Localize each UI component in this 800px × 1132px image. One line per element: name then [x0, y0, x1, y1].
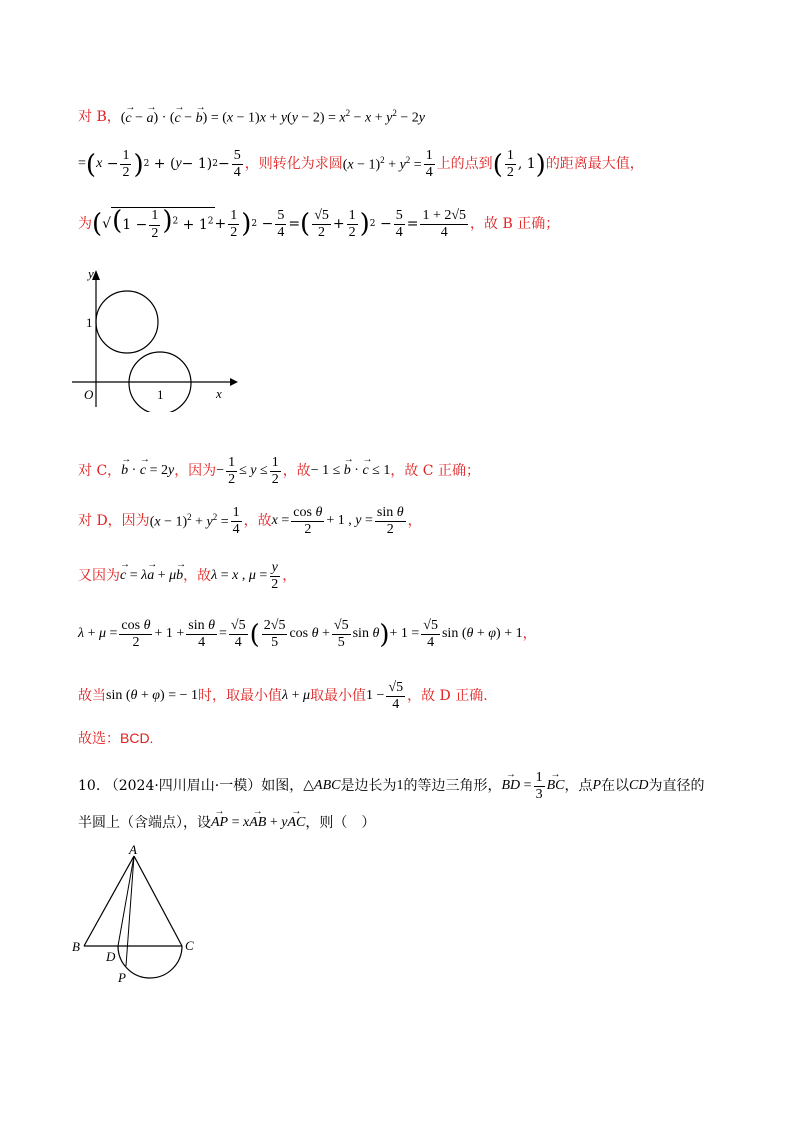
circles-figure [62, 262, 242, 412]
option-c-because: ，因为 [174, 463, 217, 480]
point-d-label: D [106, 949, 116, 964]
point-p-label: P [118, 970, 126, 985]
option-b-on-text: 上的点到 [436, 156, 493, 173]
y-axis-label: y [88, 266, 94, 281]
side-length: 1 [396, 778, 404, 794]
answer-line: 故选：BCD. [78, 730, 154, 746]
question-text-6: 为直径的 [648, 778, 705, 795]
option-d-also-because: 又因为 [78, 568, 120, 585]
question-text-1: 如图， [261, 778, 304, 795]
option-d-min-text-2: 取最小值 [310, 688, 367, 705]
y-tick-label: 1 [86, 315, 93, 330]
question-text-8: ，则（ ） [305, 815, 376, 831]
vertex-b-label: B [72, 939, 80, 954]
option-b-line-3: 为 ( √ (1 − $\frac{1}{2}$ )$^2 + 1^2$ + $\frac{1}{2}$ ) 2 − $\frac{5}{4}$ = ( $\frac{√5}{2}$ + $\frac{1}{2}$ ) 2 − $\frac{5}{4}$ = $\frac{1 + 2√5}{4}$ ，故 B 正确； [78, 206, 560, 241]
upper-circle [96, 291, 158, 353]
option-d-therefore-2: ，故 [183, 568, 212, 585]
option-d-prefix: 对 D，因为 [78, 513, 150, 530]
option-d-therefore: ，故 [243, 513, 272, 530]
segment-ap [126, 856, 134, 966]
option-c-line: 对 C， → b · → c = 2y ，因为 − $\frac{1}{2}$ ≤ y ≤ $\frac{1}{2}$ ，故 − 1 ≤ → b · → c ≤ 1 ，故 C 正确； [78, 455, 740, 488]
question-text-2: 是边长为 [340, 778, 397, 795]
option-b-conclusion: ，故 B 正确； [470, 215, 560, 232]
equals-sign: = [78, 156, 86, 172]
option-c-conclusion: ，故 C 正确； [390, 463, 480, 480]
triangle-figure [68, 842, 208, 992]
vertex-a-label: A [129, 842, 137, 857]
option-b-wei: 为 [78, 215, 92, 232]
question-10-line-1: 10. （2024·四川眉山·一模） 如图， △ABC 是边长为 1 的等边三角形， → BD = $\frac{1}{3}$ → BC ，点 P 在以 CD 为直径的 [78, 770, 740, 803]
side-ac [134, 856, 182, 946]
origin-label: O [84, 387, 94, 402]
x-axis-label: x [216, 386, 222, 401]
question-number: 10. [78, 778, 101, 795]
option-d-conclusion: ，故 D 正确. [407, 688, 488, 705]
option-b-prefix: 对 B， [78, 109, 121, 126]
question-text-3: 的等边三角形， [403, 778, 502, 795]
x-tick-label: 1 [157, 387, 164, 402]
x-axis-arrow-icon [230, 378, 238, 386]
option-d-line-3: λ + μ = $\frac{\text{cos θ}}{2}$ + 1 + $\frac{\text{sin θ}}{4}$ = $\frac{√5}{4}$ ( $\frac{2√5}{5}$ cos θ + $\frac{√5}{5}$ sin θ ) + 1 = $\frac{√5}{4}$ sin (θ + φ) + 1 ， [78, 618, 537, 651]
option-b-line-2: = ( x − $\frac{1}{2}$ ) 2 + ( y − 1) 2 − $\frac{5}{4}$ ，则转化为求圆 $(x - 1)^2 + y^2$ = $\frac{1}{4}$ 上的点到 ( $\frac{1}{2}$ , 1 ) 的距离最大值， [78, 148, 644, 181]
question-source: （2024·四川眉山·一模） [104, 778, 262, 795]
option-c-prefix: 对 C， [78, 463, 122, 480]
option-d-when: 故当 [78, 688, 106, 705]
question-text-7: 半圆上（含端点），设 [78, 815, 211, 831]
question-text-5: 在以 [601, 778, 630, 795]
option-b-line-1 [78, 108, 740, 127]
option-d-line-1: 对 D，因为 $(x - 1)^2 + y^2$ = $\frac{1}{4}$ ，故 x = $\frac{\text{cos θ}}{2}$ + 1 , y = $\frac{\text{sin θ}}{2}$ ， [78, 505, 422, 538]
option-c-therefore: ，故 [282, 463, 311, 480]
option-d-line-4: 故当 sin (θ + φ) = − 1 时，取最小值 λ + μ 取最小值 1 − $\frac{√5}{4}$ ，故 D 正确. [78, 680, 488, 713]
option-b-transform-text: ，则转化为求圆 [244, 156, 343, 173]
option-d-min-text: 时，取最小值 [198, 688, 282, 705]
option-b-expansion: (→ c − → a) · (→ c − → $b) = (x - 1)x + y(y - 2) = x^2 - x + y^2 - 2y$ [121, 108, 425, 127]
question-text-4: ，点 [564, 778, 593, 795]
vertex-c-label: C [185, 938, 194, 953]
question-10-line-2: 半圆上（含端点），设 → AP = x→ AB + y→ AC ，则（ ） [78, 815, 740, 832]
option-b-distance-text: 的距离最大值， [545, 156, 644, 173]
option-d-line-2: 又因为 → c = λ→ a + μ→ b ，故 λ = x , μ = $\frac{y}{2}$ ， [78, 560, 740, 593]
